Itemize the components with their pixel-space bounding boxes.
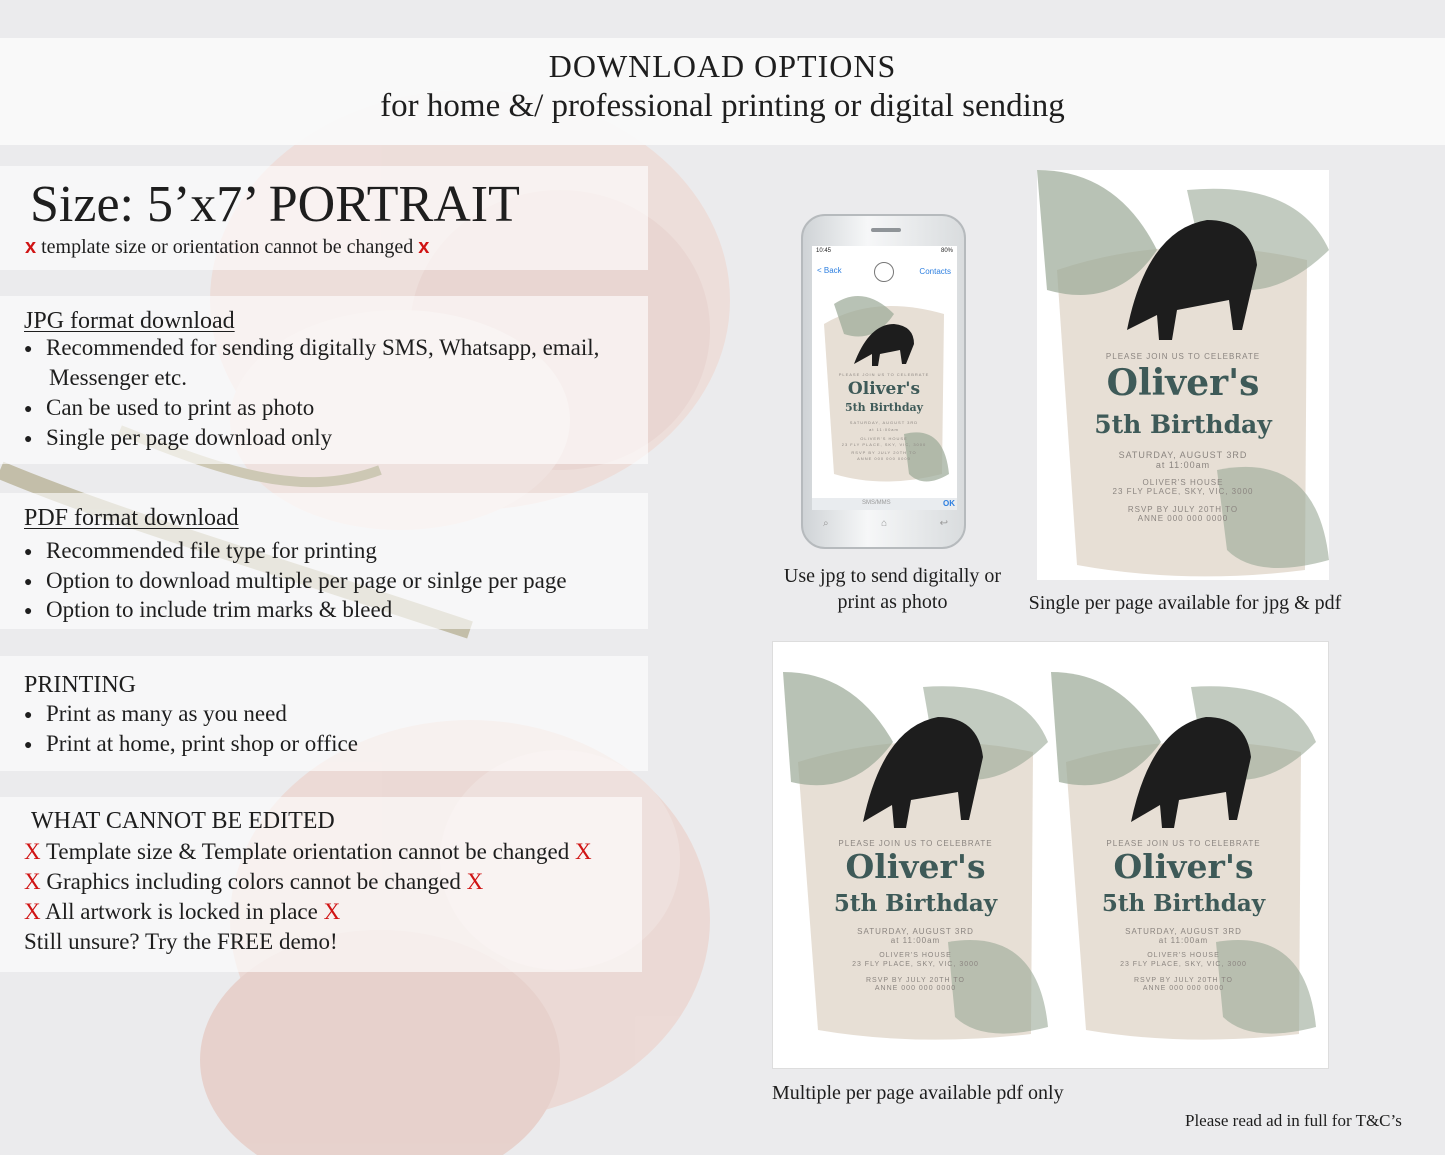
no-edit-line: X All artwork is locked in place X: [24, 899, 341, 924]
list-item: ● Recommended file type for printing: [24, 538, 377, 563]
phone-caption: Use jpg to send digitally or print as photo: [783, 565, 1002, 613]
phone-nav-buttons: [823, 518, 948, 538]
printing-heading: PRINTING: [24, 672, 136, 698]
size-panel: [0, 166, 648, 270]
home-icon: ⌂: [881, 518, 888, 529]
pdf-heading: PDF format download: [24, 505, 239, 531]
avatar-icon: [874, 262, 894, 282]
invite-thumbnail: PLEASE JOIN US TO CELEBRATE Oliver's 5th Birthday SATURDAY, AUGUST 3RD at 11:00am OLIVER'S HOUSE 23 FLY PLACE, SKY, VIC, 3000 RSVP BY JULY 20TH TO ANNE 000 000 0000: [814, 284, 954, 496]
pdf-panel: [0, 493, 648, 629]
x-mark: x: [418, 236, 430, 258]
jpg-heading: JPG format download: [24, 308, 235, 334]
single-invite-card: [1037, 170, 1329, 580]
no-edit-line: X Graphics including colors cannot be changed X: [24, 869, 484, 894]
no-edit-line: X Template size & Template orientation cannot be changed X: [24, 839, 592, 864]
speaker-grille: [871, 228, 901, 232]
invite-single: PLEASE JOIN US TO CELEBRATE Oliver's 5th Birthday SATURDAY, AUGUST 3RD at 11:00am OLIVER'S HOUSE 23 FLY PLACE, SKY, VIC, 3000 RSVP BY JULY 20TH TO ANNE 000 000 0000: [1037, 170, 1329, 580]
header-banner: [0, 38, 1445, 145]
jpg-panel: [0, 296, 648, 464]
multiple-caption: Multiple per page available pdf only: [772, 1082, 1064, 1104]
list-item: ● Recommended for sending digitally SMS, Whatsapp, email,: [24, 335, 600, 360]
send-button[interactable]: OK: [943, 499, 955, 508]
message-input-bar: [812, 498, 957, 510]
size-note: [25, 235, 429, 259]
list-item: ● Single per page download only: [24, 425, 333, 450]
no-edit-panel: [0, 797, 642, 972]
status-bar: 10:45 80%: [816, 248, 953, 254]
list-item-continuation: Messenger etc.: [49, 365, 187, 390]
size-title: Size: 5’x7’ PORTRAIT: [30, 176, 520, 233]
search-icon: ⌕: [823, 518, 829, 529]
list-item: ● Print as many as you need: [24, 701, 287, 726]
phone-screen: [812, 246, 957, 510]
size-note-text: template size or orientation cannot be changed: [41, 236, 414, 258]
list-item: ● Print at home, print shop or office: [24, 731, 358, 756]
invite-right: PLEASE JOIN US TO CELEBRATE Oliver's 5th Birthday SATURDAY, AUGUST 3RD at 11:00am OLIVER'S HOUSE 23 FLY PLACE, SKY, VIC, 3000 RSVP BY JULY 20TH TO ANNE 000 000 0000: [1051, 672, 1316, 1044]
message-nav: [812, 260, 957, 282]
demo-note: Still unsure? Try the FREE demo!: [24, 929, 338, 954]
page-subtitle: for home &/ professional printing or digital sending: [380, 88, 1065, 124]
back-link[interactable]: < Back: [817, 266, 842, 275]
invite-left: PLEASE JOIN US TO CELEBRATE Oliver's 5th Birthday SATURDAY, AUGUST 3RD at 11:00am OLIVER'S HOUSE 23 FLY PLACE, SKY, VIC, 3000 RSVP BY JULY 20TH TO ANNE 000 000 0000: [783, 672, 1048, 1044]
terms-footnote: Please read ad in full for T&C’s: [1185, 1111, 1402, 1130]
phone-mockup: [801, 214, 966, 549]
single-caption: Single per page available for jpg & pdf: [1028, 592, 1342, 614]
page-title: DOWNLOAD OPTIONS: [548, 48, 897, 84]
printing-panel: [0, 656, 648, 771]
back-icon: ↩: [939, 518, 948, 529]
multiple-invite-sheet: [772, 641, 1329, 1069]
message-input[interactable]: SMS/MMS: [862, 500, 891, 506]
list-item: ● Option to include trim marks & bleed: [24, 597, 393, 622]
no-edit-heading: WHAT CANNOT BE EDITED: [31, 808, 335, 834]
x-mark: x: [25, 236, 37, 258]
list-item: ● Can be used to print as photo: [24, 395, 315, 420]
contacts-link[interactable]: Contacts: [919, 267, 951, 276]
list-item: ● Option to download multiple per page or sinlge per page: [24, 568, 567, 593]
